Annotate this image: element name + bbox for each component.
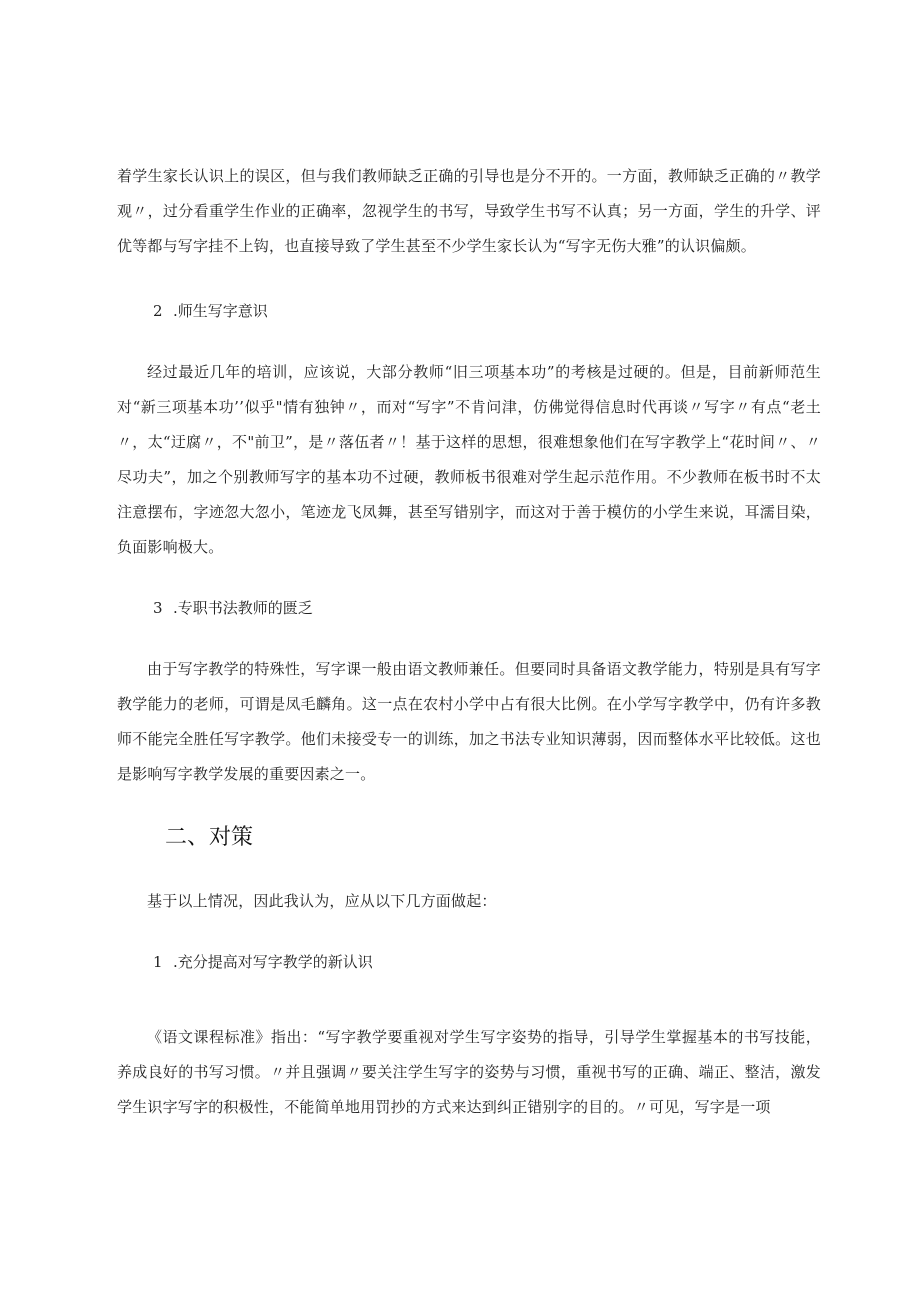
paragraph-calligraphy-teachers: 由于写字教学的特殊性，写字课一般由语文教师兼任。但要同时具备语文教学能力，特别是具有写字教学能力的老师，可谓是凤毛麟角。这一点在农村小学中占有很大比例。在小学写字教学中，仍有许多教师不能完全胜任写字教学。他们未接受专一的训练，加之书法专业知识薄弱，因而整体水平比较低。这也是影响写字教学发展的重要因素之一。: [117, 660, 821, 783]
subheading-title: .专职书法教师的匮乏: [173, 599, 313, 617]
subheading-number: 3: [153, 599, 163, 617]
subheading-title: .充分提高对写字教学的新认识: [173, 953, 373, 971]
document-page: [117, 159, 821, 1125]
paragraph-intro: 基于以上情况，因此我认为，应从以下几方面做起：: [147, 892, 497, 910]
subheading-number: 1: [153, 953, 163, 971]
paragraph-awareness: 经过最近几年的培训，应该说，大部分教师“旧三项基本功”的考核是过硬的。但是，目前新师范生对“新三项基本功’’似乎"情有独钟〃，而对“写字”不肯问津，仿佛觉得信息时代再谈〃写字〃有点“老土〃，太“迂腐〃，不"前卫”，是〃落伍者〃！基于这样的思想，很难想象他们在写字教学上“花时间〃、〃尽功夫”，加之个别教师写字的基本功不过硬，教师板书很难对学生起示范作用。不少教师在板书时不太注意摆布，字迹忽大忽小，笔迹龙飞凤舞，甚至写错别字，而这对于善于模仿的小学生来说，耳濡目染，负面影响极大。: [117, 363, 821, 556]
section-heading-countermeasures: 二、对策: [165, 825, 254, 850]
paragraph-curriculum-standard: 《语文课程标准》指出：“写字教学要重视对学生写字姿势的指导，引导学生掌握基本的书写技能，养成良好的书写习惯。〃并且强调〃要关注学生写字的姿势与习惯，重视书写的正确、端正、整洁，激发学生识字写字的积极性，不能简单地用罚抄的方式来达到纠正错别字的目的。〃可见，写字是一项: [117, 1028, 821, 1116]
subheading-title: .师生写字意识: [173, 302, 268, 320]
subheading-teacher-student-awareness: [117, 294, 821, 329]
paragraph-continued: 着学生家长认识上的误区，但与我们教师缺乏正确的引导也是分不开的。一方面，教师缺乏正确的〃教学观〃，过分看重学生作业的正确率，忽视学生的书写，导致学生书写不认真；另一方面，学生的升学、评优等都与写字挂不上钩，也直接导致了学生甚至不少学生家长认为“写字无伤大雅”的认识偏颇。: [117, 167, 821, 255]
subheading-number: 2: [153, 302, 163, 320]
subheading-new-understanding: [117, 945, 821, 980]
subheading-lack-of-calligraphy-teachers: [117, 591, 821, 626]
